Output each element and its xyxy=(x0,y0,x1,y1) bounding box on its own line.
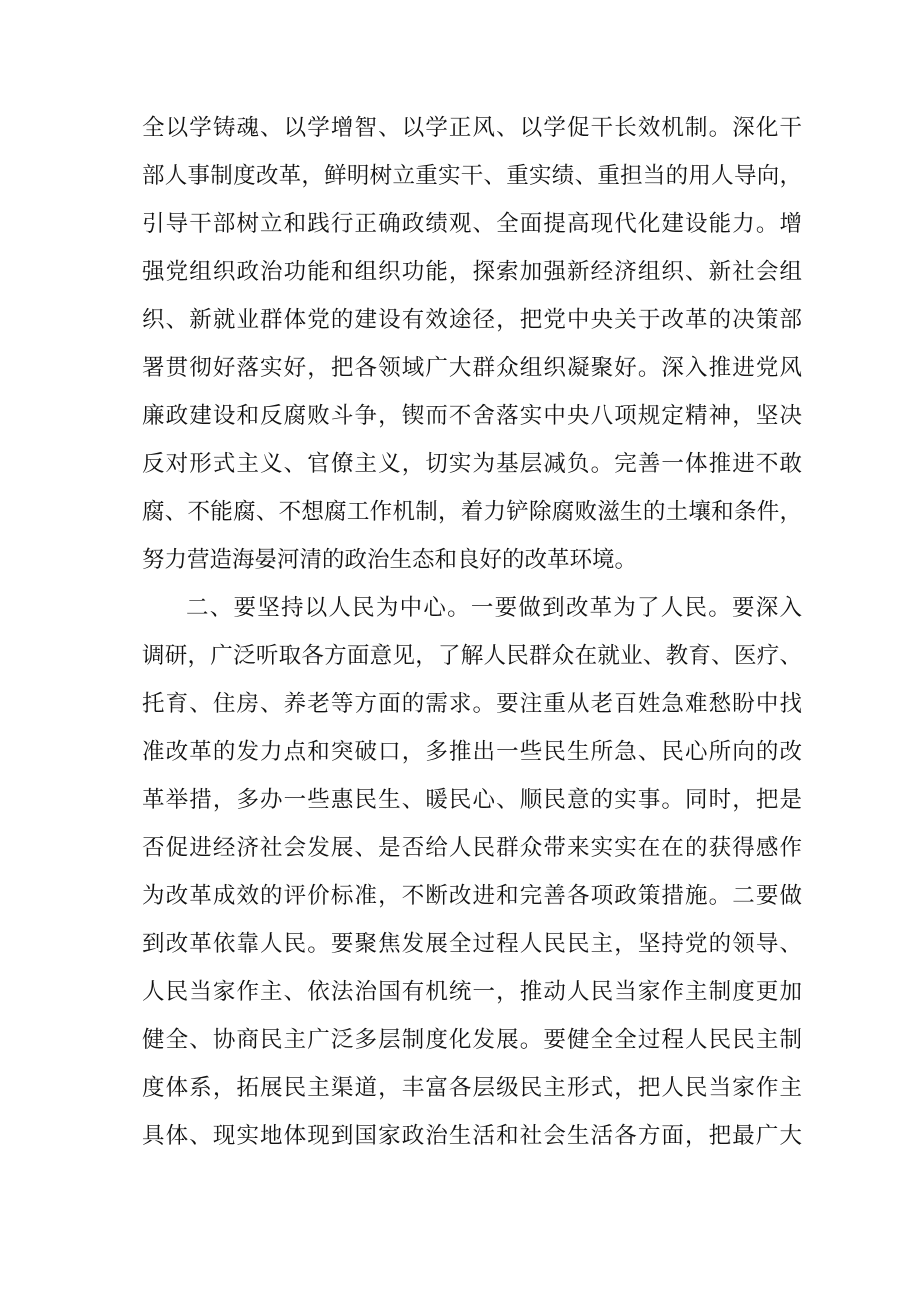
paragraph-start-line: 二、要坚持以人民为中心。一要做到改革为了人民。要深入 xyxy=(186,595,802,621)
text-line: 署贯彻好落实好，把各领域广大群众组织凝聚好。深入推进党风 xyxy=(142,355,802,381)
text-line: 织、新就业群体党的建设有效途径，把党中央关于改革的决策部 xyxy=(142,307,802,333)
text-line: 反对形式主义、官僚主义，切实为基层减负。完善一体推进不敢 xyxy=(142,451,802,477)
text-line: 廉政建设和反腐败斗争，锲而不舍落实中央八项规定精神，坚决 xyxy=(142,403,802,429)
text-line: 具体、现实地体现到国家政治生活和社会生活各方面，把最广大 xyxy=(142,1123,802,1149)
text-line: 到改革依靠人民。要聚焦发展全过程人民民主，坚持党的领导、 xyxy=(142,931,802,957)
text-line: 调研，广泛听取各方面意见，了解人民群众在就业、教育、医疗、 xyxy=(142,643,802,669)
text-line: 部人事制度改革，鲜明树立重实干、重实绩、重担当的用人导向， xyxy=(142,163,802,189)
text-line: 腐、不能腐、不想腐工作机制，着力铲除腐败滋生的土壤和条件， xyxy=(142,499,802,525)
text-line: 否促进经济社会发展、是否给人民群众带来实实在在的获得感作 xyxy=(142,835,802,861)
text-line: 为改革成效的评价标准，不断改进和完善各项政策措施。二要做 xyxy=(142,883,802,909)
text-line: 准改革的发力点和突破口，多推出一些民生所急、民心所向的改 xyxy=(142,739,802,765)
text-line: 革举措，多办一些惠民生、暖民心、顺民意的实事。同时，把是 xyxy=(142,787,802,813)
text-line: 托育、住房、养老等方面的需求。要注重从老百姓急难愁盼中找 xyxy=(142,691,802,717)
text-line: 引导干部树立和践行正确政绩观、全面提高现代化建设能力。增 xyxy=(142,211,802,237)
text-line: 度体系，拓展民主渠道，丰富各层级民主形式，把人民当家作主 xyxy=(142,1075,802,1101)
text-line: 强党组织政治功能和组织功能，探索加强新经济组织、新社会组 xyxy=(142,259,802,285)
text-line: 努力营造海晏河清的政治生态和良好的改革环境。 xyxy=(142,547,638,573)
text-line: 健全、协商民主广泛多层制度化发展。要健全全过程人民民主制 xyxy=(142,1027,802,1053)
text-line: 全以学铸魂、以学增智、以学正风、以学促干长效机制。深化干 xyxy=(142,115,802,141)
text-line: 人民当家作主、依法治国有机统一，推动人民当家作主制度更加 xyxy=(142,979,802,1005)
